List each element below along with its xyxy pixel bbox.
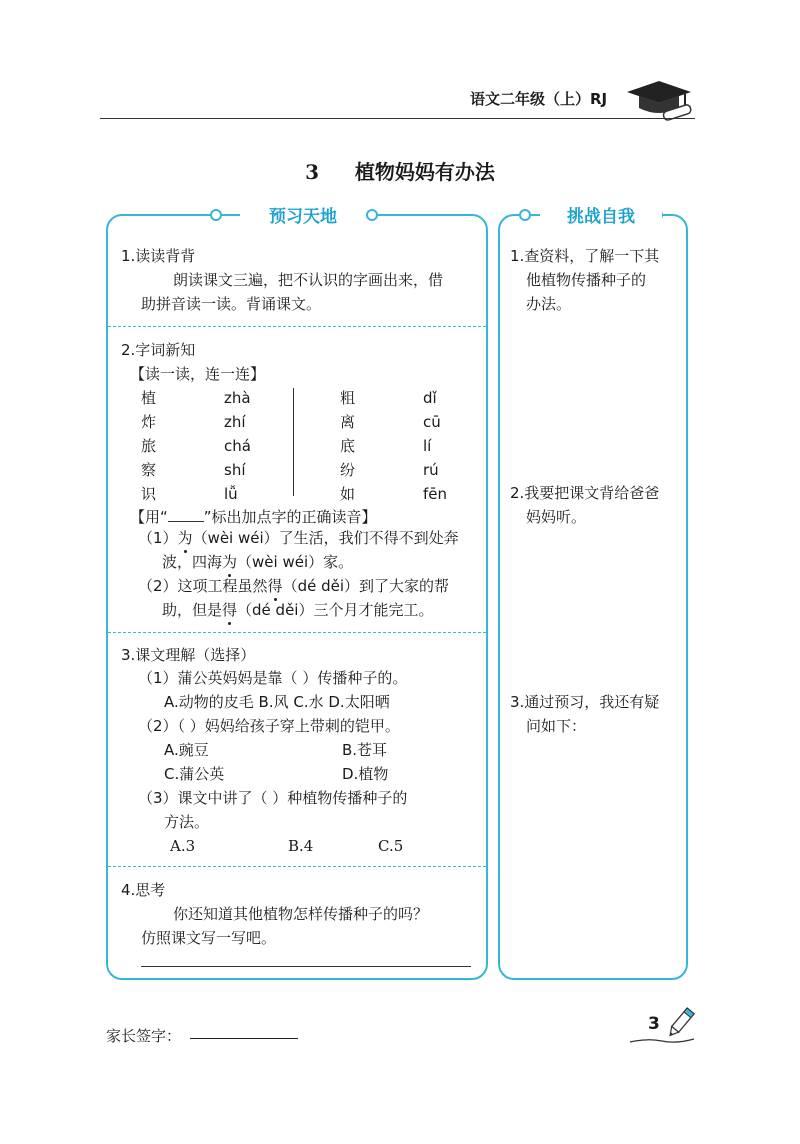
match-pinyin: chá [224, 437, 251, 455]
underline-mark [168, 507, 204, 522]
q3-title: 3.课文理解（选择） [121, 646, 256, 664]
match-char: 离 [340, 413, 356, 431]
dot-ornament [366, 209, 378, 221]
q3-p3-line1: （3）课文中讲了（ ）种植物传播种子的 [138, 789, 408, 807]
challenge-text: 办法。 [526, 295, 572, 313]
q3-p2-option-a: A.豌豆 [164, 741, 209, 759]
s1-line2-start: 波，四海 [162, 553, 223, 571]
q4-title: 4.思考 [121, 881, 166, 899]
q3-p2-option-b: B.苍耳 [342, 741, 388, 759]
match-pinyin: zhà [224, 389, 251, 407]
pencil-icon [628, 1006, 696, 1048]
parent-sign-label: 家长签字： [106, 1027, 182, 1045]
match-char: 炸 [141, 413, 157, 431]
challenge-panel-title: 挑战自我 [540, 202, 662, 227]
match-pinyin: shí [224, 461, 246, 479]
match-chars-left [141, 386, 171, 506]
q1-line1: 朗读课文三遍，把不认识的字画出来，借 [173, 271, 444, 289]
q2-sub2-end: ”标出加点字的正确读音】 [203, 508, 377, 526]
match-pinyin: lí [423, 437, 432, 455]
dotted-char: 得 [222, 601, 238, 619]
lesson-number: 3 [305, 160, 319, 184]
dotted-char: 得 [267, 577, 283, 595]
section-divider [108, 632, 486, 633]
q1-title: 1.读读背背 [121, 247, 196, 265]
dot-ornament [519, 209, 531, 221]
match-pinyin: lǚ [224, 485, 238, 503]
q3-p2: （2）（ ）妈妈给孩子穿上带刺的铠甲。 [138, 717, 400, 735]
page-number: 3 [648, 1014, 660, 1034]
match-char: 粗 [340, 389, 356, 407]
q2-s2-line2 [162, 598, 433, 622]
match-pinyin: fēn [423, 485, 448, 503]
writing-line[interactable] [141, 966, 471, 967]
match-char: 如 [340, 485, 356, 503]
q2-sub2-start: 【用“ [130, 508, 168, 526]
challenge-text: 问如下： [526, 717, 587, 735]
q1-line2: 助拼音读一读。背诵课文。 [141, 295, 322, 313]
match-divider [293, 388, 294, 496]
s2-prefix: （2）这项工程虽然 [138, 577, 268, 595]
s1-prefix: （1） [138, 529, 178, 547]
challenge-text: 他植物传播种子的 [526, 271, 647, 289]
graduation-cap-icon [625, 78, 695, 123]
match-pinyin: cū [423, 413, 441, 431]
preview-panel-title: 预习天地 [240, 202, 366, 227]
q3-p1-options: A.动物的皮毛 B.风 C.水 D.太阳晒 [164, 693, 390, 711]
match-char: 察 [141, 461, 157, 479]
q4-line1: 你还知道其他植物怎样传播种子的吗？ [173, 905, 429, 923]
section-divider [108, 326, 486, 327]
match-pinyin: rú [423, 461, 439, 479]
match-pinyin: zhí [224, 413, 246, 431]
s2-rest: （dé děi）到了大家的帮 [282, 577, 449, 595]
q2-sub1: 【读一读，连一连】 [130, 365, 266, 383]
q2-s1-line1 [138, 526, 459, 550]
challenge-text: 3.通过预习，我还有疑 [510, 693, 660, 711]
match-chars-right [340, 386, 370, 506]
parent-sign-line[interactable] [190, 1038, 298, 1039]
section-divider [108, 866, 486, 867]
dotted-char: 为 [222, 553, 238, 571]
q3-p3-option-a: A.3 [170, 837, 196, 855]
header-rule [100, 118, 695, 119]
lesson-title [0, 156, 800, 185]
s2-line2-rest: （dé děi）三个月才能完工。 [237, 601, 434, 619]
q3-p1: （1）蒲公英妈妈是靠（ ）传播种子的。 [138, 669, 408, 687]
challenge-item-3 [510, 690, 682, 738]
dot-ornament [210, 209, 222, 221]
challenge-item-2 [510, 481, 682, 529]
match-char: 纷 [340, 461, 356, 479]
q2-title: 2.字词新知 [121, 341, 196, 359]
match-char: 植 [141, 389, 157, 407]
q2-s1-line2 [162, 550, 353, 574]
challenge-text: 2.我要把课文背给爸爸 [510, 484, 660, 502]
dotted-char: 为 [177, 529, 193, 547]
match-pinyin-left [224, 386, 274, 506]
q3-p3-line2: 方法。 [164, 813, 210, 831]
challenge-text: 妈妈听。 [526, 508, 587, 526]
match-char: 旅 [141, 437, 157, 455]
challenge-text: 1.查资料，了解一下其 [510, 247, 660, 265]
lesson-name: 植物妈妈有办法 [354, 160, 495, 184]
match-pinyin-right [423, 386, 473, 506]
q3-p2-option-c: C.蒲公英 [164, 765, 225, 783]
q3-p2-option-d: D.植物 [342, 765, 389, 783]
match-char: 识 [141, 485, 157, 503]
challenge-item-1 [510, 244, 682, 316]
q3-p3-option-b: B.4 [288, 837, 314, 855]
book-header-title: 语文二年级（上）RJ [470, 90, 608, 108]
match-pinyin: dǐ [423, 389, 437, 407]
s1-line2-rest: （wèi wéi）家。 [237, 553, 354, 571]
s2-line2-start: 助，但是 [162, 601, 223, 619]
challenge-panel [498, 214, 688, 980]
s1-rest: （wèi wéi）了生活，我们不得不到处奔 [192, 529, 459, 547]
match-char: 底 [340, 437, 356, 455]
q2-s2-line1 [138, 574, 449, 598]
q3-p3-option-c: C.5 [378, 837, 404, 855]
q4-line2: 仿照课文写一写吧。 [141, 929, 277, 947]
